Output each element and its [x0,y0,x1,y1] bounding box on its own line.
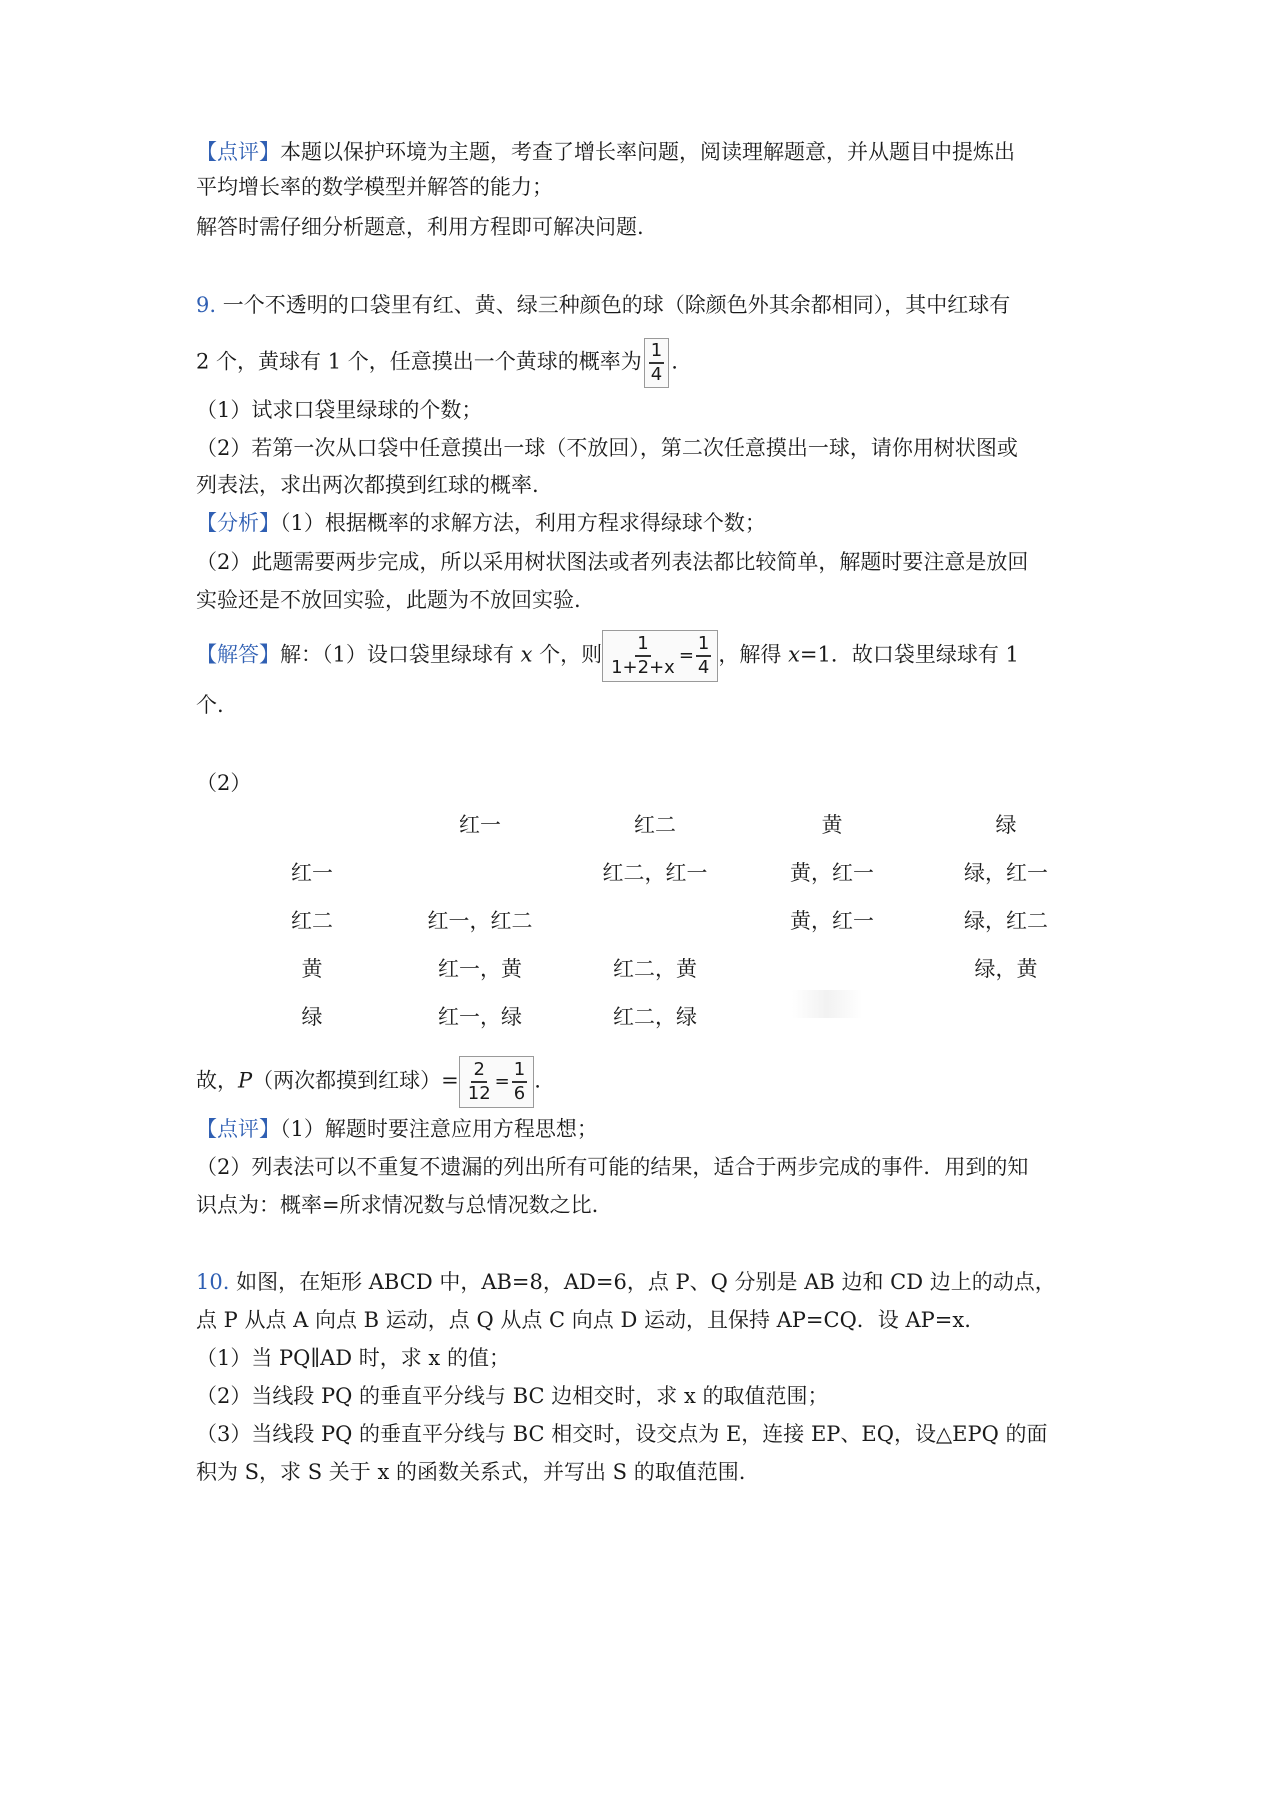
table-header: 绿 [995,813,1017,837]
table-cell: 红一，黄 [438,957,522,981]
review-line-2: 平均增长率的数学模型并解答的能力； [196,175,553,199]
q9-sub-2b: 列表法，求出两次都摸到红球的概率. [196,473,539,497]
prob-fraction [644,338,669,388]
eq-right-num: 1 [696,633,711,657]
q9-text-1: 一个不透明的口袋里有红、黄、绿三种颜色的球（除颜色外其余都相同），其中红球有 [222,293,1011,317]
scan-smudge [792,990,862,1018]
table-row-label: 黄 [301,957,323,981]
q9-line-2 [196,338,678,388]
result-fraction-1 [464,1059,495,1105]
answer-tag: 【解答】 [196,642,280,667]
q10-sub-3a: （3）当线段 PQ 的垂直平分线与 BC 相交时，设交点为 E，连接 EP、EQ，设△EPQ 的面 [196,1422,1048,1446]
q9-review-2a: （2）列表法可以不重复不遗漏的列出所有可能的结果，适合于两步完成的事件．用到的知 [196,1155,1029,1179]
table-cell: 黄，红一 [790,861,874,885]
q10-line-1 [196,1267,1056,1297]
table-cell: 红二，黄 [613,957,697,981]
q9-analysis-2b: 实验还是不放回实验，此题为不放回实验. [196,588,581,612]
answer-mid: 个，则 [539,642,603,667]
prob-numerator: 1 [649,340,664,364]
q9-review-2b: 识点为：概率=所求情况数与总情况数之比. [196,1193,599,1217]
review-line-1 [196,137,1015,167]
review-line-3: 解答时需仔细分析题意，利用方程即可解决问题. [196,215,644,239]
table-cell: 绿，红一 [964,861,1048,885]
eq-right-den: 4 [697,657,710,678]
table-cell: 红二，红一 [602,861,708,885]
q9-sub-2a: （2）若第一次从口袋中任意摸出一球（不放回），第二次任意摸出一球，请你用树状图或 [196,436,1018,460]
table-row-label: 红二 [291,909,333,933]
eq-right-fraction [694,633,713,679]
eq-left-den: 1+2+x [611,657,675,678]
table-cell: 绿，红二 [964,909,1048,933]
result-fraction-2 [510,1059,529,1105]
table-header: 红二 [634,813,676,837]
table-row-label: 红一 [291,861,333,885]
q9-line-1 [196,290,1010,320]
q10-sub-2: （2）当线段 PQ 的垂直平分线与 BC 边相交时，求 x 的取值范围； [196,1384,829,1408]
conclusion-end: . [534,1068,541,1093]
q10-number: 10. [196,1270,230,1294]
result-num-2: 1 [512,1059,527,1083]
answer-pre: 解：（1）设口袋里绿球有 [280,642,514,667]
table-cell: 红二，绿 [613,1005,697,1029]
analysis-text-1: （1）根据概率的求解方法，利用方程求得绿球个数； [280,511,766,535]
equation-box [602,630,718,682]
result-eq: = [494,1071,510,1092]
review-text-1: 本题以保护环境为主题，考查了增长率问题，阅读理解题意，并从题目中提炼出 [280,140,1015,164]
q9-analysis-line-1 [196,508,766,538]
q10-text-1: 如图，在矩形 ABCD 中，AB=8，AD=6，点 P、Q 分别是 AB 边和 CD 边上的动点， [236,1270,1056,1294]
prob-denominator: 4 [650,364,663,385]
q9-text-2: 2 个，黄球有 1 个，任意摸出一个黄球的概率为 [196,349,642,374]
table-header: 红一 [459,813,501,837]
conclusion-p: P [238,1068,253,1093]
eq-left-num: 1 [635,633,650,657]
eq-left-fraction [607,633,679,679]
q9-line2-end: . [671,349,678,374]
eq-sign: = [678,645,694,666]
q10-line-2: 点 P 从点 A 向点 B 运动，点 Q 从点 C 向点 D 运动，且保持 AP=CQ．设 AP=x. [196,1308,971,1332]
table-cell: 红一，红二 [427,909,533,933]
table-cell: 红一，绿 [438,1005,522,1029]
q9-conclusion [196,1056,541,1108]
q9-sub-1: （1）试求口袋里绿球的个数； [196,398,483,422]
result-den-1: 12 [467,1083,491,1104]
answer-var-2: x [788,642,800,667]
result-den-2: 6 [513,1083,526,1104]
q9-review-line-1 [196,1114,598,1144]
table-row-label: 绿 [301,1005,323,1029]
conclusion-mid: （两次都摸到红球）= [252,1068,459,1093]
q10-sub-3b: 积为 S，求 S 关于 x 的函数关系式，并写出 S 的取值范围. [196,1460,746,1484]
analysis-tag: 【分析】 [196,511,280,535]
table-cell: 绿，黄 [974,957,1038,981]
review-tag-2: 【点评】 [196,1117,280,1141]
answer-post-b: =1．故口袋里绿球有 1 [799,642,1019,667]
q9-answer-line-2: 个. [196,693,224,717]
table-header: 黄 [821,813,843,837]
q10-sub-1: （1）当 PQ∥AD 时，求 x 的值； [196,1346,510,1370]
review-tag: 【点评】 [196,140,280,164]
q9-number: 9. [196,293,217,317]
q9-analysis-2a: （2）此题需要两步完成，所以采用树状图法或者列表法都比较简单，解题时要注意是放回 [196,550,1029,574]
q9-answer-line-1 [196,630,1019,682]
answer-post-a: ，解得 [718,642,782,667]
result-num-1: 2 [471,1059,486,1083]
conclusion-pre: 故， [196,1068,238,1093]
answer-var: x [520,642,533,667]
part2-label: （2） [196,771,252,795]
review2-text-1: （1）解题时要注意应用方程思想； [280,1117,598,1141]
result-box [459,1056,534,1108]
table-cell: 黄，红一 [790,909,874,933]
